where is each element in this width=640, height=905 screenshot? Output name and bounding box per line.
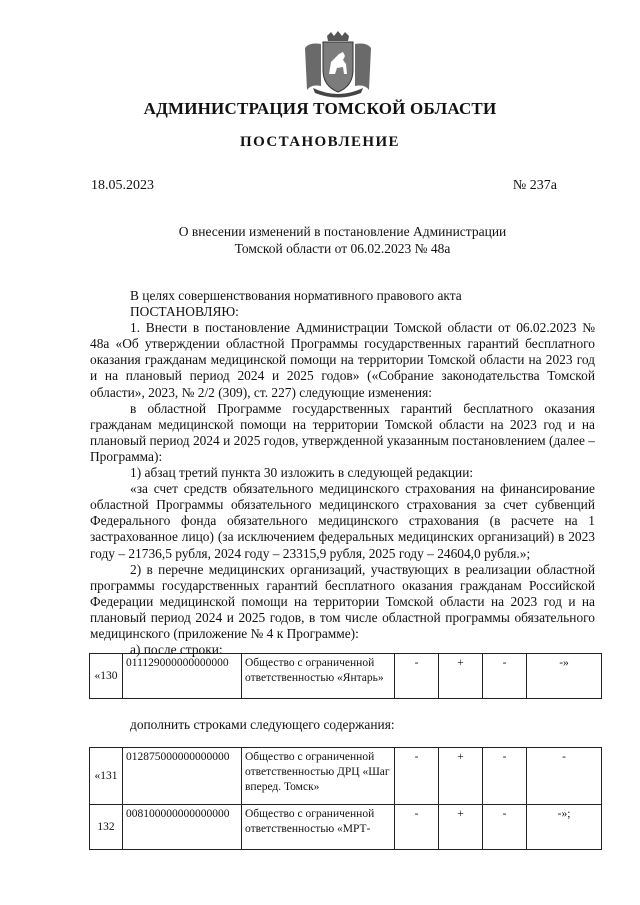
cell-name: Общество с ограниченной ответственностью «Янтарь» [242,654,395,699]
cell-code: 012875000000000000 [123,748,242,805]
paragraph-decree: ПОСТАНОВЛЯЮ: [130,304,239,320]
paragraph-intro: В целях совершенствования нормативного правового акта [130,288,462,303]
table-row [90,654,602,699]
document-date: 18.05.2023 [91,178,154,193]
organization-title: АДМИНИСТРАЦИЯ ТОМСКОЙ ОБЛАСТИ [143,99,497,118]
cell-code: 011129000000000000 [123,654,242,699]
cell-number: 132 [90,805,123,850]
cell-number: «130 [90,654,123,699]
paragraph-subitem-2: 2) в перечне медицинских организаций, участвующих в реализации областной программы государственных гарантий бесплатного оказания гражданам Российской Федерации медицинской помощи на территории Томской области на 2023 год и на плановый период 2024 и 2025 годов, в том числе областной программы обязательного медицинского (приложение № 4 к Программе): [90,561,595,641]
document-body [90,288,595,658]
cell-mark-2: + [439,654,483,699]
cell-mark-1: - [395,748,439,805]
subject-line-1: О внесении изменений в постановление Администрации [178,224,507,239]
cell-code: 008100000000000000 [123,805,242,850]
cell-name: Общество с ограниченной ответственностью ДРЦ «Шаг вперед. Томск» [242,748,395,805]
cell-mark-1: - [395,805,439,850]
cell-mark-2: + [439,748,483,805]
subject-line-2: Томской области от 06.02.2023 № 48а [234,241,451,256]
paragraph-add-rows: дополнить строками следующего содержания: [130,717,395,732]
document-subject [150,223,535,257]
paragraph-subitem-a: а) после строки: [130,642,223,658]
cell-mark-3: - [483,654,527,699]
table-row [90,805,602,850]
table-new-rows [89,747,602,850]
paragraph-program: в областной Программе государственных гарантий бесплатного оказания гражданам медицинской помощи на территории Томской области на 2023 год и на плановый период 2024 и 2025 годов, утвержденной указанным постановлением (далее – Программа): [90,400,595,464]
paragraph-item-1: 1. Внести в постановление Администрации Томской области от 06.02.2023 № 48а «Об утверждении областной Программы государственных гарантий бесплатного оказания гражданам медицинской помощи на территории Томской области на 2023 год и на плановый период 2024 и 2025 годов» («Собрание законодательства Томской области», 2023, № 2/2 (309), ст. 227) следующие изменения: [90,320,595,400]
document-type: ПОСТАНОВЛЕНИЕ [240,134,400,150]
cell-mark-4: -» [527,654,602,699]
paragraph-subitem-1: 1) абзац третий пункта 30 изложить в следующей редакции: [130,465,474,481]
cell-name: Общество с ограниченной ответственностью «МРТ- [242,805,395,850]
cell-mark-3: - [483,748,527,805]
table-existing-row [89,653,602,699]
document-number: № 237а [512,178,557,193]
cell-mark-4: -»; [527,805,602,850]
cell-number: «131 [90,748,123,805]
tomsk-coat-of-arms-icon [299,30,377,98]
cell-mark-2: + [439,805,483,850]
table-row [90,748,602,805]
cell-mark-4: - [527,748,602,805]
cell-mark-1: - [395,654,439,699]
paragraph-quote: «за счет средств обязательного медицинского страхования на финансирование областной Программы обязательного медицинского страхования за счет субвенций Федерального фонда обязательного медицинского страхования (в расчете на 1 застрахованное лицо) (за исключением федеральных медицинских организаций) в 2023 году – 21736,5 рубля, 2024 году – 23315,9 рубля, 2025 году – 24604,0 рубля.»; [90,481,595,561]
cell-mark-3: - [483,805,527,850]
